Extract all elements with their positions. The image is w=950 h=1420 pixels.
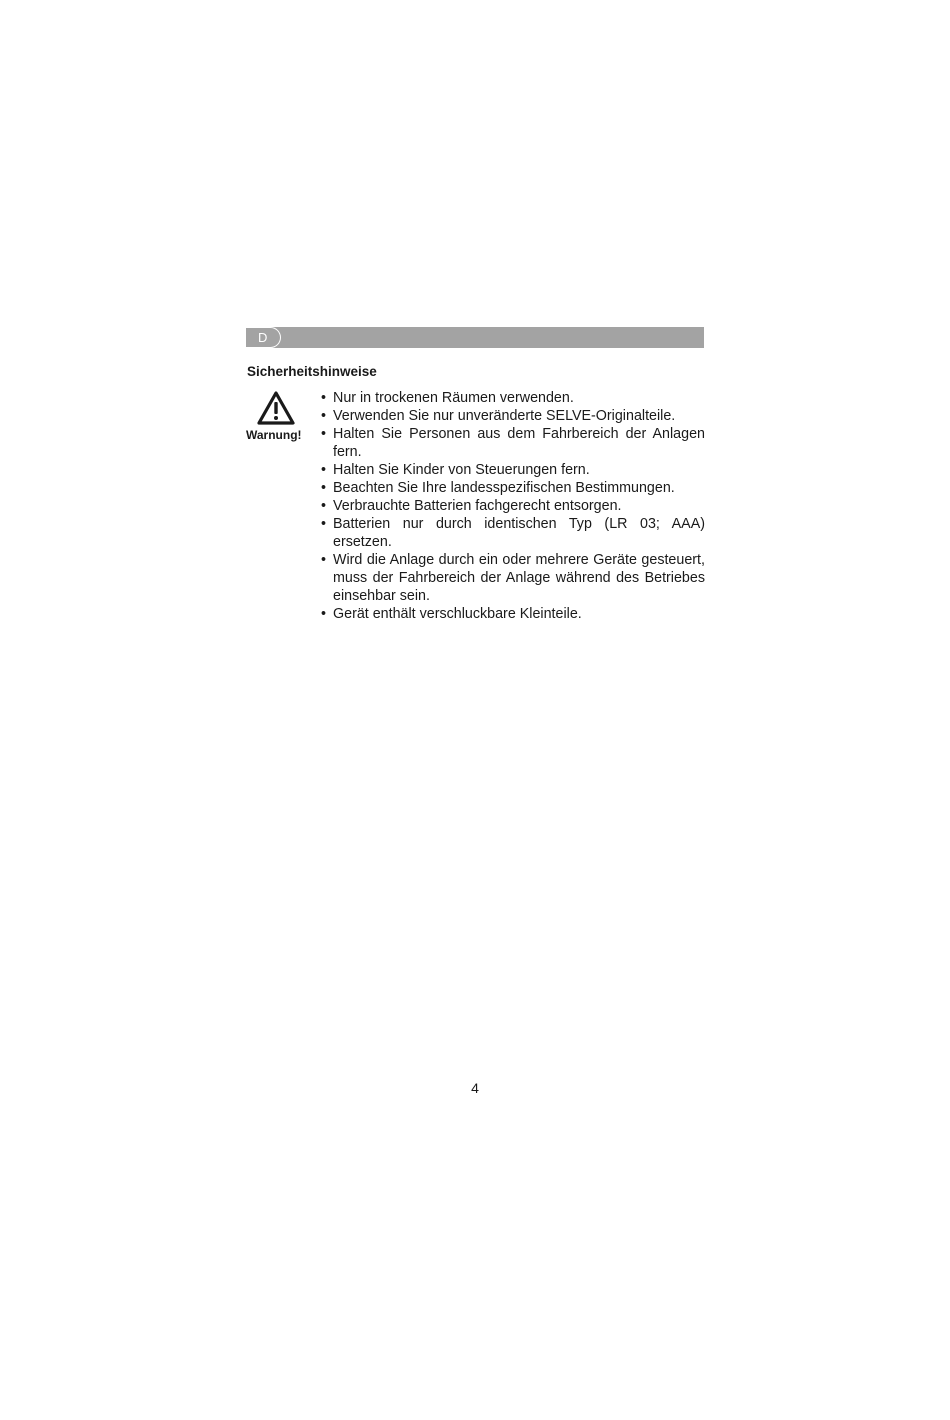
bullet-icon: • (321, 426, 327, 442)
list-item-text: Verbrauchte Batterien fachgerecht entsorgen. (333, 498, 622, 514)
safety-instructions-list (321, 389, 705, 623)
list-item (321, 551, 705, 605)
list-item (321, 389, 705, 407)
bullet-icon: • (321, 606, 327, 622)
list-item-text: Nur in trockenen Räumen verwenden. (333, 390, 574, 406)
list-item (321, 515, 705, 551)
list-item-text: Wird die Anlage durch ein oder mehrere Geräte gesteuert, muss der Fahrbereich der Anlage während des Betriebes einsehbar sein. (333, 552, 705, 604)
warning-label: Warnung! (246, 428, 302, 442)
list-item (321, 461, 705, 479)
list-item (321, 479, 705, 497)
list-item-text: Verwenden Sie nur unveränderte SELVE-Originalteile. (333, 408, 676, 424)
list-item-text: Gerät enthält verschluckbare Kleinteile. (333, 606, 582, 622)
bullet-icon: • (321, 516, 327, 532)
list-item-text: Batterien nur durch identischen Typ (LR 03; AAA) ersetzen. (333, 516, 705, 550)
language-header-bar (246, 327, 704, 348)
warning-box (246, 390, 310, 442)
warning-triangle-icon (256, 390, 296, 426)
list-item (321, 497, 705, 515)
bullet-icon: • (321, 462, 327, 478)
list-item-text: Halten Sie Kinder von Steuerungen fern. (333, 462, 590, 478)
list-item-text: Halten Sie Personen aus dem Fahrbereich der Anlagen fern. (333, 426, 705, 460)
list-item (321, 425, 705, 461)
bullet-icon: • (321, 480, 327, 496)
language-tab: D (246, 327, 281, 348)
bullet-icon: • (321, 552, 327, 568)
bullet-icon: • (321, 408, 327, 424)
page-number: 4 (471, 1080, 479, 1096)
list-item (321, 605, 705, 623)
list-item (321, 407, 705, 425)
list-item-text: Beachten Sie Ihre landesspezifischen Bestimmungen. (333, 480, 675, 496)
bullet-icon: • (321, 390, 327, 406)
section-title: Sicherheitshinweise (247, 364, 377, 379)
bullet-icon: • (321, 498, 327, 514)
